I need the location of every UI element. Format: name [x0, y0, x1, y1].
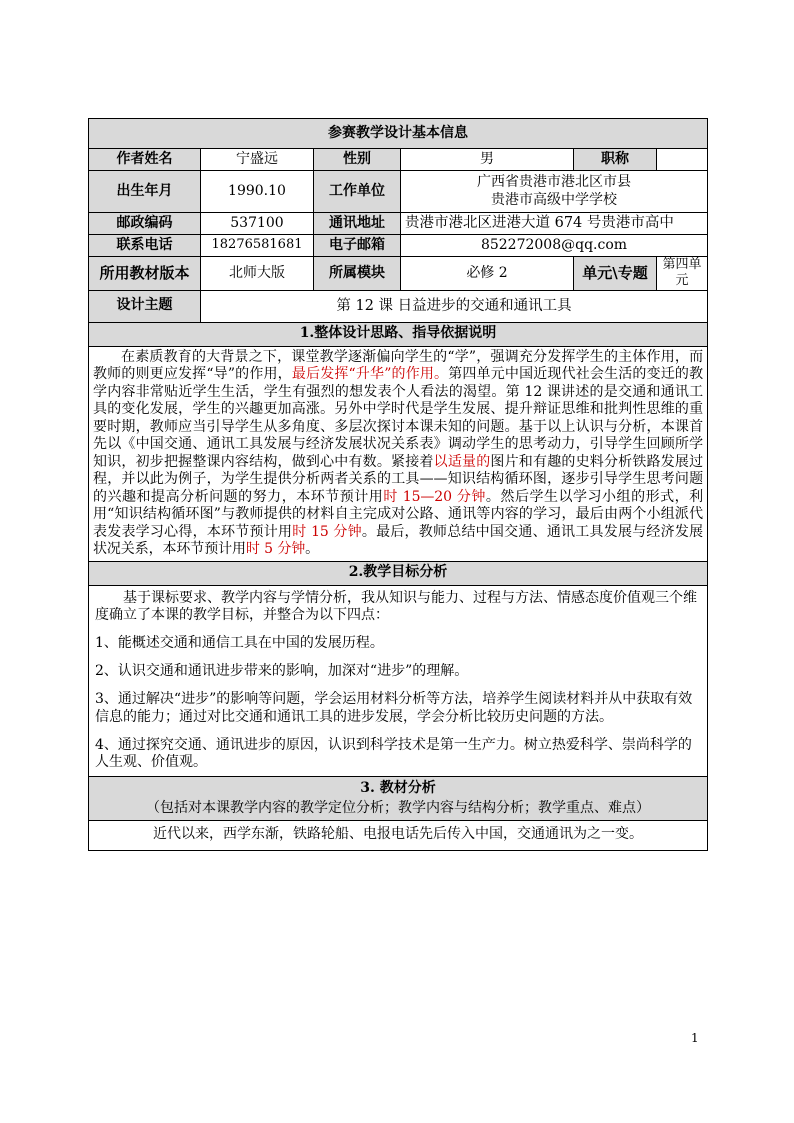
birth-label: 出生年月 — [89, 171, 201, 213]
email-label: 电子邮箱 — [314, 235, 401, 257]
work-line-1: 广西省贵港市港北区市县 — [477, 174, 631, 190]
gender-label: 性别 — [314, 149, 401, 171]
goals-intro: 基于课标要求、教学内容与学情分析，我从知识与能力、过程与方法、情感态度价值观三个维度确立了本课的教学目标，并整合为以下四点： — [95, 589, 697, 623]
goal-3: 3、通过解决“进步”的影响等问题，学会运用材料分析等方法，培养学生阅读材料并从中获取有效信息的能力；通过对比交通和通讯工具的进步发展，学会分析比较历史问题的方法。 — [95, 691, 693, 725]
section3-subheading: （包括对本课教学内容的教学定位分析；教学内容与结构分析；教学重点、难点） — [146, 800, 650, 816]
work-label: 工作单位 — [314, 171, 401, 213]
module-label: 所属模块 — [314, 257, 401, 291]
s1-red-1: 最后发挥“升华”的作用。 — [291, 366, 449, 382]
phone-value: 18276581681 — [201, 235, 314, 257]
s1-text-3: 图片和有趣的史料分析铁路发展过程，并以此为例子，为学生提供分析两者关系的工具——知识结构循环图，逐步引导学生思考问题的兴趣和提高分析问题的努力，本环节预计用 — [93, 453, 704, 505]
work-value — [401, 171, 708, 213]
author-label: 作者姓名 — [89, 149, 201, 171]
s1-text-6: 。 — [305, 541, 320, 557]
email-value: 852272008@qq.com — [401, 235, 708, 257]
job-title-label: 职称 — [574, 149, 657, 171]
s1-red-3: 时 15—20 分钟 — [383, 488, 486, 505]
birth-value: 1990.10 — [201, 171, 314, 213]
info-table — [88, 118, 708, 851]
postcode-label: 邮政编码 — [89, 213, 201, 235]
s1-text-5: 。最后，教师总结中国交通、通讯工具发展与经济发展状况关系，本环节预计 — [93, 523, 704, 557]
gender-value: 男 — [401, 149, 574, 171]
s1-text-4: 。然后学生以学习小组的形式，利用“知识结构循环图”与教师提供的材料自主完成对公路、通讯等内容的学习，最后由两个小组派代表发表学习心得，本环节预计用 — [93, 488, 704, 540]
goal-4: 4、通过探究交通、通讯进步的原因，认识到科学技术是第一生产力。树立热爱科学、崇尚科学的人生观、价值观。 — [95, 736, 692, 770]
s1-text-1: 在素质教育的大背景之下，课堂教学逐渐偏向学生的“学”，强调充分发挥学生的主体作用，而教师的则更应发挥“导”的作用， — [93, 348, 704, 382]
address-label: 通讯地址 — [314, 213, 401, 235]
textbook-label: 所用教材版本 — [89, 257, 201, 291]
textbook-value: 北师大版 — [201, 257, 314, 291]
section1-body — [89, 346, 708, 561]
s1-text-2: 第四单元中国近现代社会生活的变迁的教学内容非常贴近学生生活，学生有强烈的想发表个人看法的渴望。第 12 课讲述的是交通和通讯工具的变化发展，学生的兴趣更加高涨。另外中学时代是学生发展、提升辩证思维和批判性思维的重要时期，教师应当引导学生从多角度、多层次探讨本课未知的问题。基于以上认识与分析，本课首先以《中国交通、通讯工具发展与经济发展状况关系表》调动学生的思考动力，引导学生回顾所学知识，初步把握整课内容结构，做到心中有数。紧接着 — [93, 366, 704, 470]
section3-heading-cell — [89, 776, 708, 820]
goal-1: 1、能概述交通和通信工具在中国的发展历程。 — [95, 635, 384, 651]
author-value: 宁盛远 — [201, 149, 314, 171]
s1-text-5a: 用 — [232, 541, 246, 557]
unit-value: 第四单元 — [657, 257, 708, 291]
s1-red-2: 以适量的 — [433, 453, 491, 470]
theme-label: 设计主题 — [89, 290, 201, 322]
section2-heading: 2.教学目标分析 — [89, 561, 708, 585]
section1-heading: 1.整体设计思路、指导依据说明 — [89, 322, 708, 346]
address-value: 贵港市港北区进港大道 674 号贵港市高中 — [401, 213, 708, 235]
module-value: 必修 2 — [401, 257, 574, 291]
s1-red-5: 时 5 分钟 — [245, 541, 306, 557]
goal-2: 2、认识交通和通讯进步带来的影响，加深对“进步”的理解。 — [95, 663, 469, 679]
section3-body: 近代以来，西学东渐，铁路轮船、电报电话先后传入中国，交通通讯为之一变。 — [89, 820, 708, 850]
section2-body — [89, 585, 708, 776]
s1-red-4: 时 15 分钟 — [292, 523, 362, 540]
section3-heading: 3. 教材分析 — [360, 780, 436, 796]
page-number: 1 — [691, 1031, 699, 1045]
phone-label: 联系电话 — [89, 235, 201, 257]
unit-label: 单元\专题 — [574, 257, 657, 291]
work-line-2: 贵港市高级中学学校 — [491, 191, 617, 208]
job-title-value — [657, 149, 708, 171]
theme-value: 第 12 课 日益进步的交通和通讯工具 — [201, 290, 708, 322]
postcode-value: 537100 — [201, 213, 314, 235]
form-title: 参赛教学设计基本信息 — [89, 119, 708, 149]
